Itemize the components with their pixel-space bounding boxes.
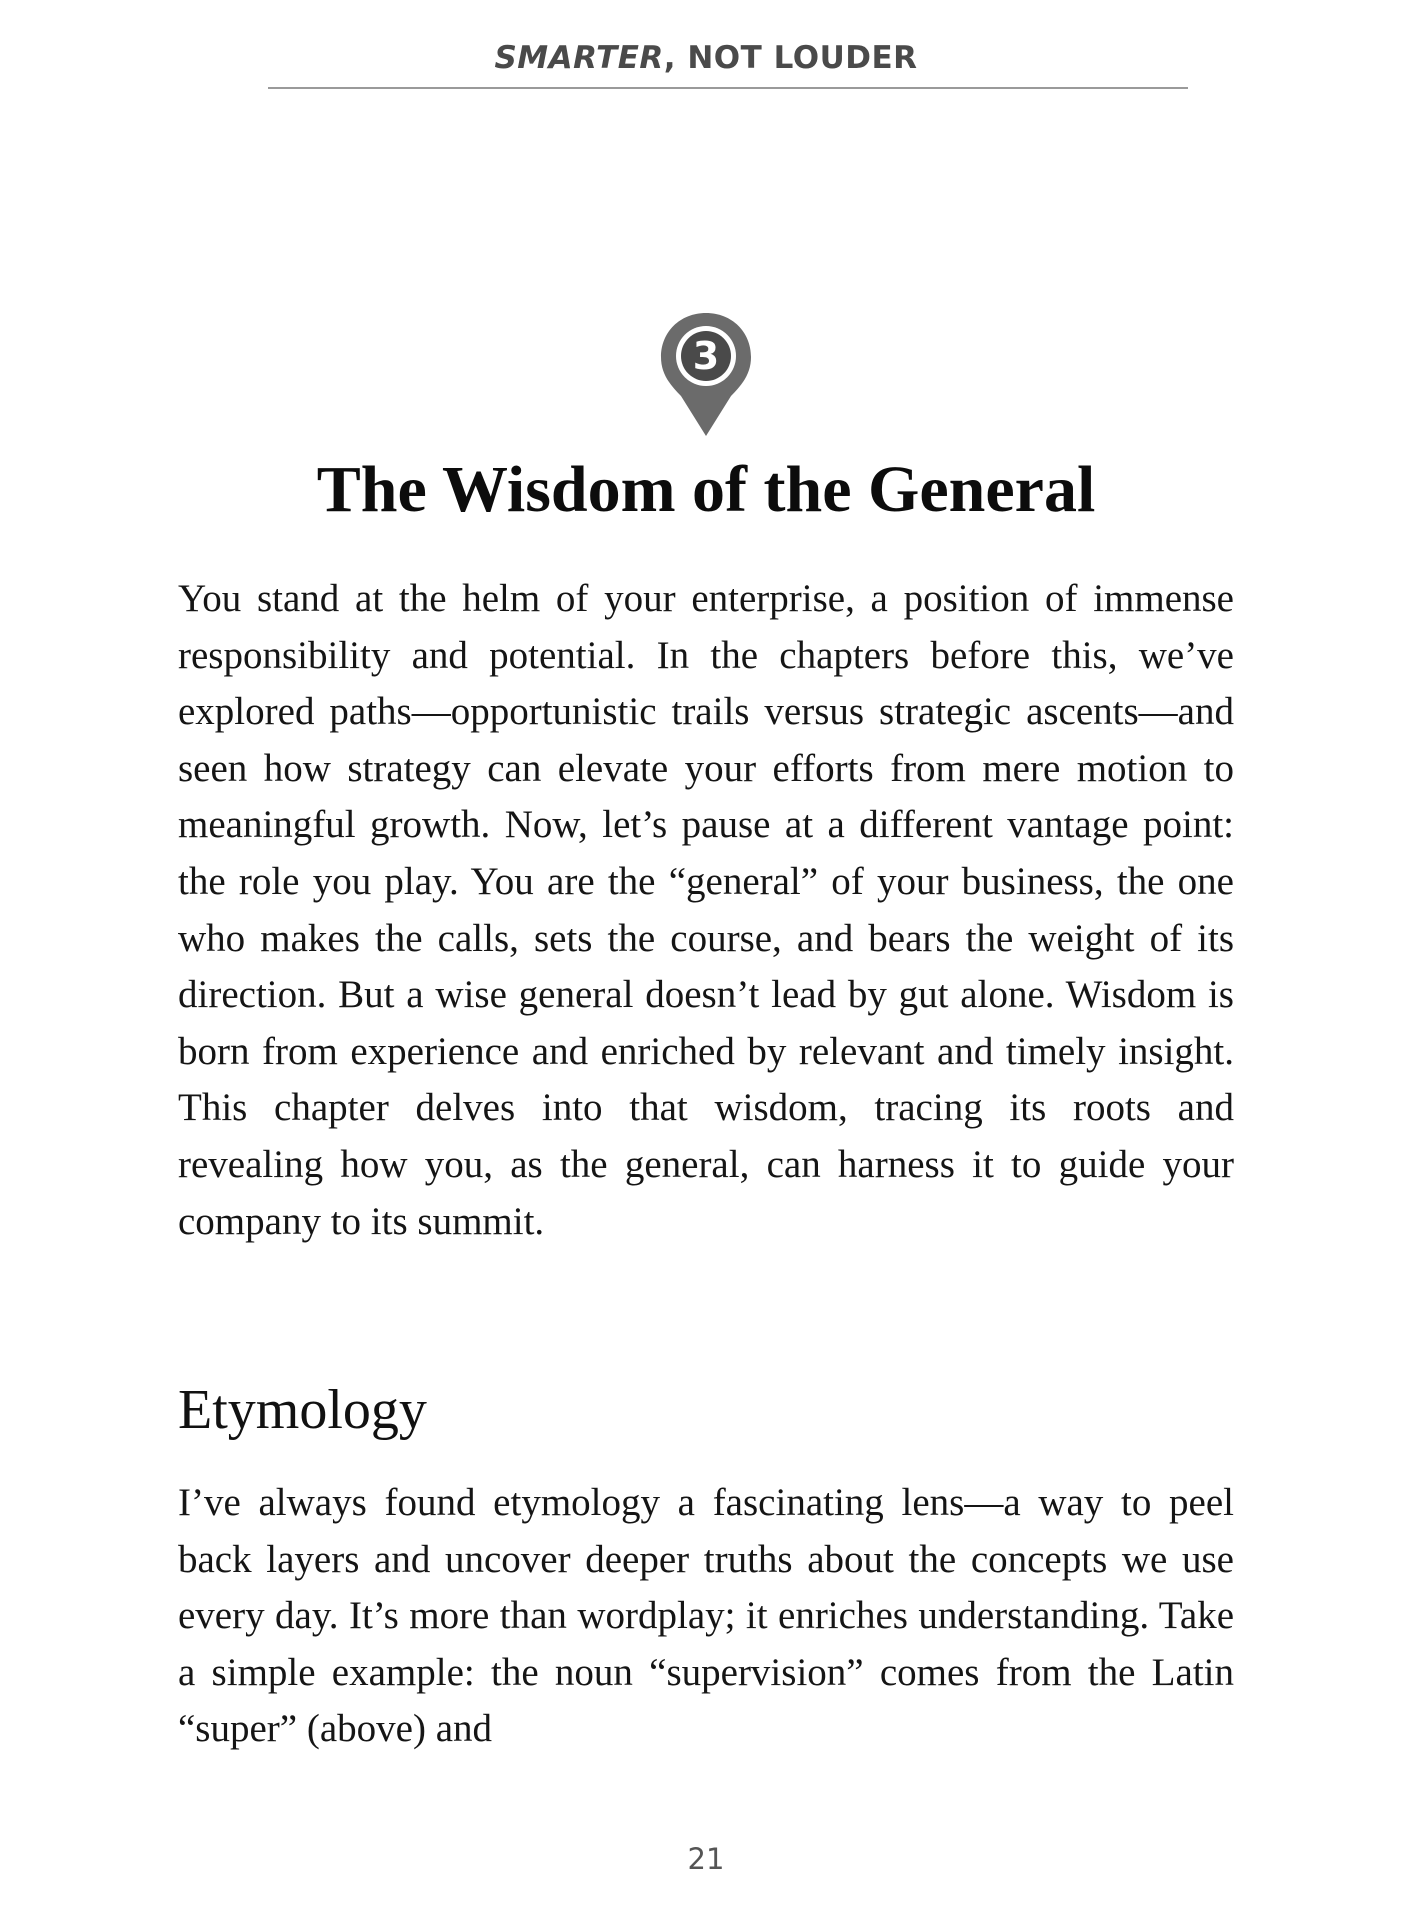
chapter-number: 3 bbox=[692, 334, 720, 378]
intro-paragraph: You stand at the helm of your enterprise, a position of immense responsibility and potential. In the chapters before this, we’ve explored paths—opportunistic trails versus strategic ascents—and seen how strategy can elevate your efforts from mere motion to meaningful growth. Now, let’s pause at a different vantage point: the role you play. You are the “general” of your business, the one who makes the calls, sets the course, and bears the weight of its direction. But a wise general doesn’t lead by gut alone. Wisdom is born from experience and enriched by relevant and timely insight. This chapter delves into that wisdom, tracing its roots and revealing how you, as the general, can harness it to guide your company to its summit. bbox=[178, 577, 1234, 1243]
map-pin-icon bbox=[656, 310, 756, 438]
page-number: 21 bbox=[687, 1842, 725, 1876]
chapter-title: The Wisdom of the General bbox=[316, 453, 1096, 526]
header-divider bbox=[268, 87, 1188, 89]
running-header bbox=[0, 40, 1412, 76]
running-header-rest: , NOT LOUDER bbox=[663, 40, 918, 76]
etymology-paragraph: I’ve always found etymology a fascinating lens—a way to peel back layers and uncover deeper truths about the concepts we use every day. It’s more than wordplay; it enriches understanding. Take a simple example: the noun “supervision” comes from the Latin “super” (above) and bbox=[178, 1481, 1234, 1751]
running-header-italic: SMARTER bbox=[494, 40, 664, 76]
section-heading: Etymology bbox=[178, 1379, 427, 1441]
